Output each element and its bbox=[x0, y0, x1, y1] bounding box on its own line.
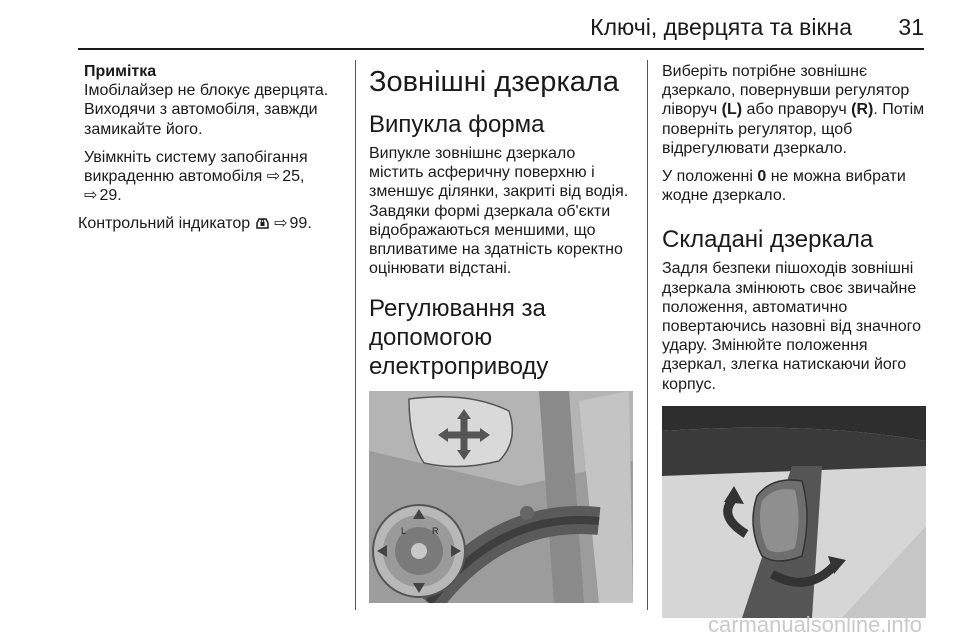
page-ref-arrow-icon: ⇨ bbox=[266, 168, 281, 186]
folding-mirror-figure bbox=[662, 406, 926, 618]
column-3 bbox=[662, 62, 926, 618]
folding-mirror-illustration bbox=[662, 406, 926, 618]
mirror-control-illustration bbox=[369, 391, 633, 603]
header-rule bbox=[78, 48, 924, 50]
page-ref-arrow-icon: ⇨ bbox=[274, 215, 288, 233]
mirror-right-label: R bbox=[432, 526, 439, 537]
anti-theft-car-icon bbox=[255, 216, 270, 230]
select-mirror-text-b: або праворуч bbox=[746, 101, 847, 119]
note-paragraph-2 bbox=[84, 148, 350, 206]
page-number: 31 bbox=[898, 14, 924, 40]
page-ref-29[interactable]: 29. bbox=[99, 187, 122, 205]
paragraph-folding: Задля безпеки пішоходів зовнішні дзеркала змінюють своє звичайне положення, автоматично повертаючись назовні від значного удару. Змінюйте положення дзеркал, злегка натискаючи його корпус. bbox=[662, 260, 922, 393]
position-zero-label: 0 bbox=[757, 168, 767, 186]
page-ref-99[interactable]: 99. bbox=[289, 215, 312, 233]
paragraph-select-mirror bbox=[662, 62, 926, 158]
indicator-line bbox=[78, 214, 350, 233]
column-2 bbox=[369, 62, 633, 603]
mirror-left-label: L bbox=[401, 526, 407, 537]
select-mirror-text-a: Виберіть потрібне зовнішнє дзеркало, повернувши регулятор ліворуч bbox=[662, 63, 910, 119]
mirror-adjustment-figure bbox=[369, 391, 633, 603]
paragraph-position-zero bbox=[662, 167, 926, 205]
note-paragraph-1: Імобілайзер не блокує дверцята. Виходячи з автомобіля, завжди замикайте його. bbox=[84, 82, 329, 138]
section-title: Ключі, дверцята та вікна bbox=[590, 14, 852, 40]
select-mirror-text-c: . Потім поверніть регулятор, щоб відрегулювати дзеркало. bbox=[662, 101, 925, 157]
left-label: (L) bbox=[721, 101, 743, 119]
note-title: Примітка bbox=[84, 63, 157, 80]
indicator-text: Контрольний індикатор bbox=[78, 215, 251, 233]
heading-convex-shape: Випукла форма bbox=[369, 111, 545, 138]
watermark: carmanualsonline.info bbox=[707, 612, 922, 637]
note-p2-text: Увімкніть систему запобігання викраденню автомобіля bbox=[84, 148, 308, 186]
heading-exterior-mirrors: Зовнішні дзеркала bbox=[369, 66, 619, 98]
page-ref-arrow-icon: ⇨ bbox=[84, 187, 98, 205]
page-header bbox=[78, 0, 924, 52]
column-1 bbox=[78, 62, 350, 243]
column-divider-1 bbox=[355, 60, 356, 610]
position-text-a: У положенні bbox=[662, 168, 753, 186]
right-label: (R) bbox=[851, 101, 874, 119]
heading-electric-adjustment: Регулювання за допомогою електроприводу bbox=[369, 295, 549, 381]
position-text-b: не можна вибрати жодне дзеркало. bbox=[662, 168, 906, 205]
paragraph-convex: Випукле зовнішнє дзеркало містить асферичну поверхню і зменшує ділянки, закриті від водія. Завдяки формі дзеркала об'єкти відображаються меншими, що впливатиме на здатність коректно оцінювати відстані. bbox=[369, 145, 629, 278]
page-ref-25[interactable]: 25, bbox=[282, 168, 305, 186]
heading-folding-mirrors: Складані дзеркала bbox=[662, 226, 874, 254]
note-box bbox=[78, 62, 350, 205]
column-divider-2 bbox=[647, 60, 648, 610]
